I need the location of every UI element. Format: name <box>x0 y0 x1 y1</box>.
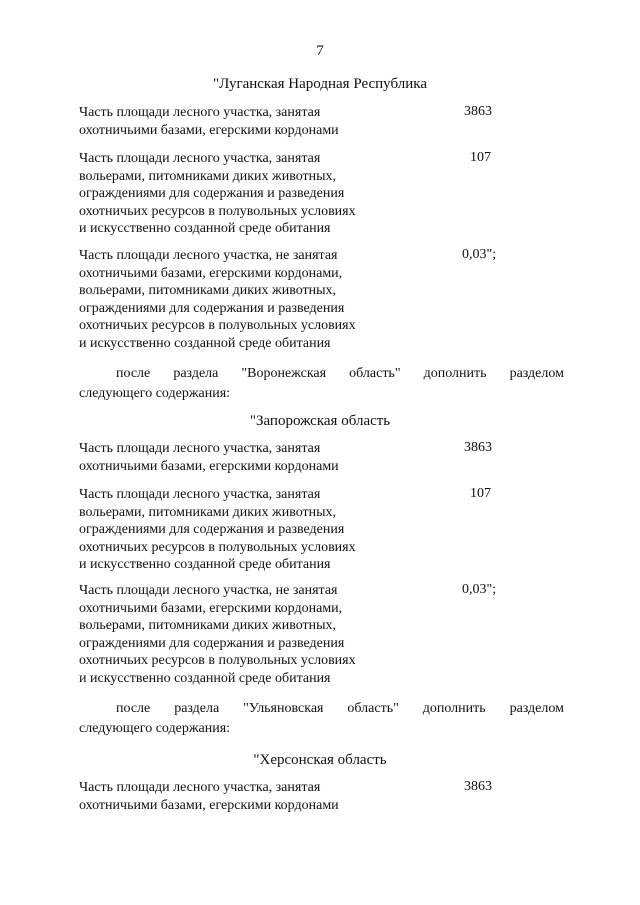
body-paragraph <box>79 699 564 739</box>
desc-line: и искусственно созданной среде обитания <box>79 335 331 351</box>
desc-line: Часть площади лесного участка, занятая <box>79 780 321 795</box>
word: "Воронежская <box>241 366 327 381</box>
word: область" <box>349 366 401 381</box>
desc-line: вольерами, питомниками диких животных, <box>79 283 337 299</box>
desc-line: ограждениями для содержания и разведения <box>79 522 345 538</box>
word: "Ульяновская <box>243 701 324 716</box>
row-description <box>79 779 339 814</box>
desc-line: Часть площади лесного участка, занятая <box>79 487 321 502</box>
word: разделом <box>509 701 564 716</box>
row-description <box>79 150 356 238</box>
row-description <box>79 104 339 139</box>
row-value: 3863 <box>464 440 492 455</box>
desc-line: Часть площади лесного участка, занятая <box>79 105 321 120</box>
row-description <box>79 247 356 353</box>
desc-line: и искусственно созданной среде обитания <box>79 670 331 686</box>
desc-line: ограждениями для содержания и разведения <box>79 186 345 202</box>
word: после <box>116 366 151 381</box>
desc-line: вольерами, питомниками диких животных, <box>79 504 337 520</box>
desc-line: охотничьих ресурсов в полувольных условиях <box>79 318 356 334</box>
word: область" <box>347 701 399 716</box>
row-value: 107 <box>470 150 491 165</box>
desc-line: охотничьих ресурсов в полувольных условиях <box>79 539 356 555</box>
desc-line: ограждениями для содержания и разведения <box>79 300 345 316</box>
row-value: 3863 <box>464 779 492 794</box>
desc-line: охотничьими базами, егерскими кордонами <box>79 122 339 138</box>
desc-line: охотничьими базами, егерскими кордонами <box>79 797 339 813</box>
row-description <box>79 582 356 688</box>
paragraph-line: следующего содержания: <box>79 386 231 401</box>
section-heading: "Запорожская область <box>249 413 391 429</box>
desc-line: Часть площади лесного участка, не занятая <box>79 583 338 598</box>
desc-line: Часть площади лесного участка, не занятая <box>79 248 338 263</box>
word: дополнить <box>423 366 487 381</box>
paragraph-line <box>79 699 564 719</box>
word: раздела <box>174 701 220 716</box>
page-number: 7 <box>316 43 324 59</box>
row-description <box>79 486 356 574</box>
body-paragraph <box>79 364 564 404</box>
row-value: 0,03"; <box>462 582 497 597</box>
row-description <box>79 440 339 475</box>
section-heading: "Херсонская область <box>253 752 387 768</box>
desc-line: вольерами, питомниками диких животных, <box>79 168 337 184</box>
row-value: 3863 <box>464 104 492 119</box>
word: разделом <box>509 366 564 381</box>
section-heading: "Луганская Народная Республика <box>213 76 427 92</box>
desc-line: Часть площади лесного участка, занятая <box>79 441 321 456</box>
paragraph-line <box>79 364 564 384</box>
desc-line: Часть площади лесного участка, занятая <box>79 151 321 166</box>
word: после <box>116 701 151 716</box>
desc-line: охотничьих ресурсов в полувольных условиях <box>79 653 356 669</box>
word: раздела <box>173 366 219 381</box>
desc-line: охотничьими базами, егерскими кордонами <box>79 458 339 474</box>
word: дополнить <box>422 701 486 716</box>
desc-line: охотничьими базами, егерскими кордонами, <box>79 265 343 281</box>
paragraph-line: следующего содержания: <box>79 721 231 736</box>
desc-line: охотничьих ресурсов в полувольных условиях <box>79 203 356 219</box>
desc-line: охотничьими базами, егерскими кордонами, <box>79 600 343 616</box>
desc-line: и искусственно созданной среде обитания <box>79 557 331 573</box>
desc-line: и искусственно созданной среде обитания <box>79 221 331 237</box>
desc-line: вольерами, питомниками диких животных, <box>79 618 337 634</box>
row-value: 0,03"; <box>462 247 497 262</box>
desc-line: ограждениями для содержания и разведения <box>79 635 345 651</box>
row-value: 107 <box>470 486 491 501</box>
